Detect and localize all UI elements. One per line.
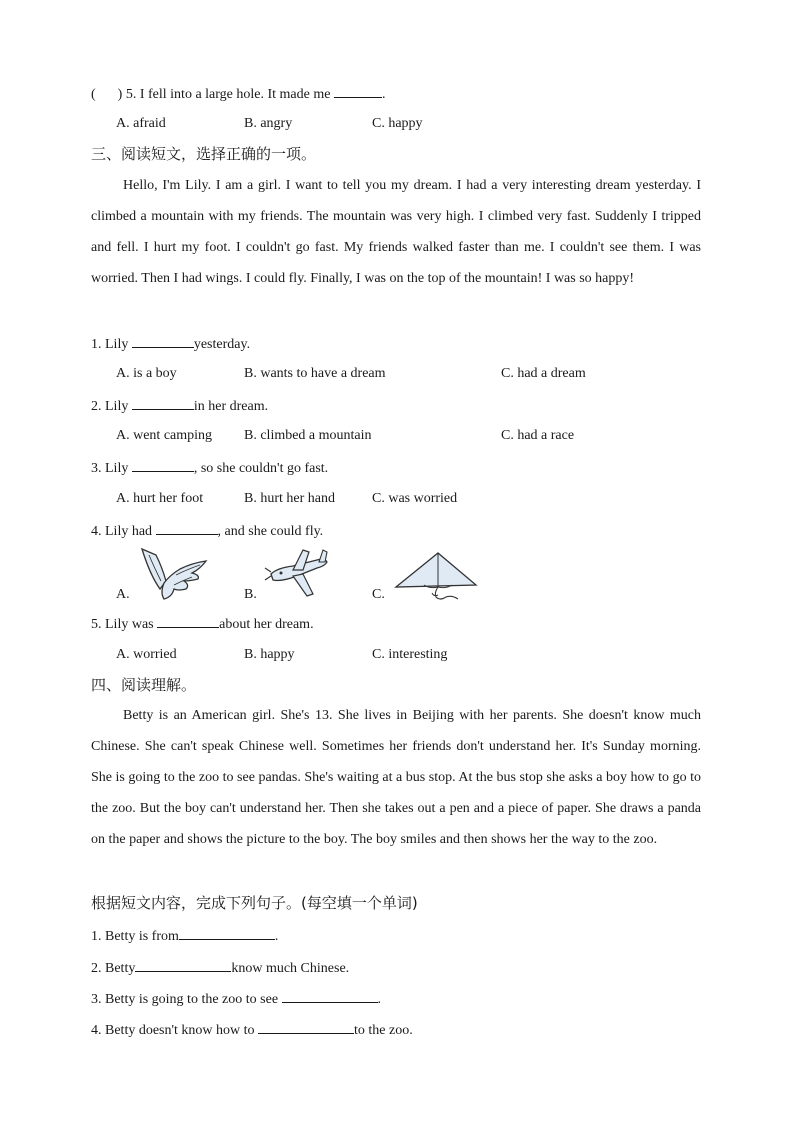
prev-question-5 [91,84,385,104]
option-c: C. was worried [372,491,458,506]
question-prefix: 2. Lily [91,399,129,414]
option-a: A. is a boy [116,366,177,381]
question-prefix: 5. Lily was [91,617,154,632]
airplane-picture [263,546,331,602]
answer-blank[interactable] [156,521,218,535]
answer-blank[interactable] [179,926,275,940]
answer-blank[interactable] [282,989,378,1003]
option-c: C. happy [372,116,423,131]
question-prefix: 4. Lily had [91,524,153,539]
option-c: C. had a dream [501,366,586,381]
question-suffix: , so she couldn't go fast. [193,461,329,476]
option-c: C. interesting [372,647,448,662]
question-prefix: 1. Lily [91,337,129,352]
question-prefix: 4. Betty doesn't know how to [91,1023,255,1038]
kite-picture [394,551,478,603]
option-a: A. afraid [116,116,166,131]
section-3-heading: 三、阅读短文，选择正确的一项。 [91,145,317,163]
question-suffix: know much Chinese. [231,961,350,976]
question-prefix: 3. Lily [91,461,129,476]
option-b: B. angry [244,116,293,131]
option-b: B. climbed a mountain [244,428,372,443]
question-end: . [381,87,386,102]
question-suffix: . [274,929,279,944]
option-b: B. wants to have a dream [244,366,386,381]
option-a-label: A. [116,587,130,602]
answer-blank[interactable] [132,334,194,348]
question-suffix: about her dream. [219,617,314,632]
s3-question-2 [91,396,268,416]
question-suffix: , and she could fly. [217,524,324,539]
answer-blank[interactable] [132,396,194,410]
question-suffix: to the zoo. [354,1023,413,1038]
answer-paren-close: ) [117,87,123,102]
answer-blank[interactable] [135,958,231,972]
question-suffix: in her dream. [193,399,269,414]
option-a: A. hurt her foot [116,491,204,506]
option-b: B. happy [244,647,295,662]
s3-question-3 [91,458,328,478]
section-4-heading: 四、阅读理解。 [91,676,197,694]
option-a: A. worried [116,647,177,662]
question-stem: 5. I fell into a large hole. It made me [125,87,331,102]
answer-blank[interactable] [258,1020,354,1034]
answer-blank[interactable] [157,614,219,628]
question-prefix: 3. Betty is going to the zoo to see [91,992,279,1007]
answer-paren-open: ( [91,87,96,102]
s4-question-2 [91,958,349,978]
option-a: A. went camping [116,428,213,443]
option-b: B. hurt her hand [244,491,335,506]
s3-question-5 [91,614,314,634]
question-prefix: 2. Betty [91,961,136,976]
option-b-label: B. [244,587,257,602]
section-4-passage: Betty is an American girl. She's 13. She lives in Beijing with her parents. She doesn't know much Chinese. She can't speak Chinese well. Sometimes her friends don't understand her. It's Sunday morning. She is going to the zoo to see pandas. She's waiting at a bus stop. At the bus stop she asks a boy how to go to the zoo. But the boy can't understand her. Then she takes out a pen and a piece of paper. She draws a panda on the paper and shows the picture to the boy. The boy smiles and then shows her the way to the zoo. [91,708,701,847]
answer-blank[interactable] [334,84,382,98]
question-suffix: yesterday. [193,337,251,352]
s3-question-1 [91,334,250,354]
s4-question-3 [91,989,381,1009]
s4-question-1 [91,926,278,946]
s4-question-4 [91,1020,413,1040]
option-c: C. had a race [501,428,575,443]
question-prefix: 1. Betty is from [91,929,179,944]
section-3-passage: Hello, I'm Lily. I am a girl. I want to tell you my dream. I had a very interesting dream yesterday. I climbed a mountain with my friends. The mountain was very high. I climbed very fast. Suddenly I tripped and fell. I hurt my foot. I couldn't go fast. My friends walked faster than me. I couldn't see them. I was worried. Then I had wings. I could fly. Finally, I was on the top of the mountain! I was so happy! [91,178,701,286]
question-suffix: . [377,992,382,1007]
section-4-instruction: 根据短文内容，完成下列句子。(每空填一个单词) [91,894,418,912]
answer-blank[interactable] [132,458,194,472]
option-c-label: C. [372,587,385,602]
s3-question-4 [91,521,323,541]
wings-picture [136,545,210,601]
